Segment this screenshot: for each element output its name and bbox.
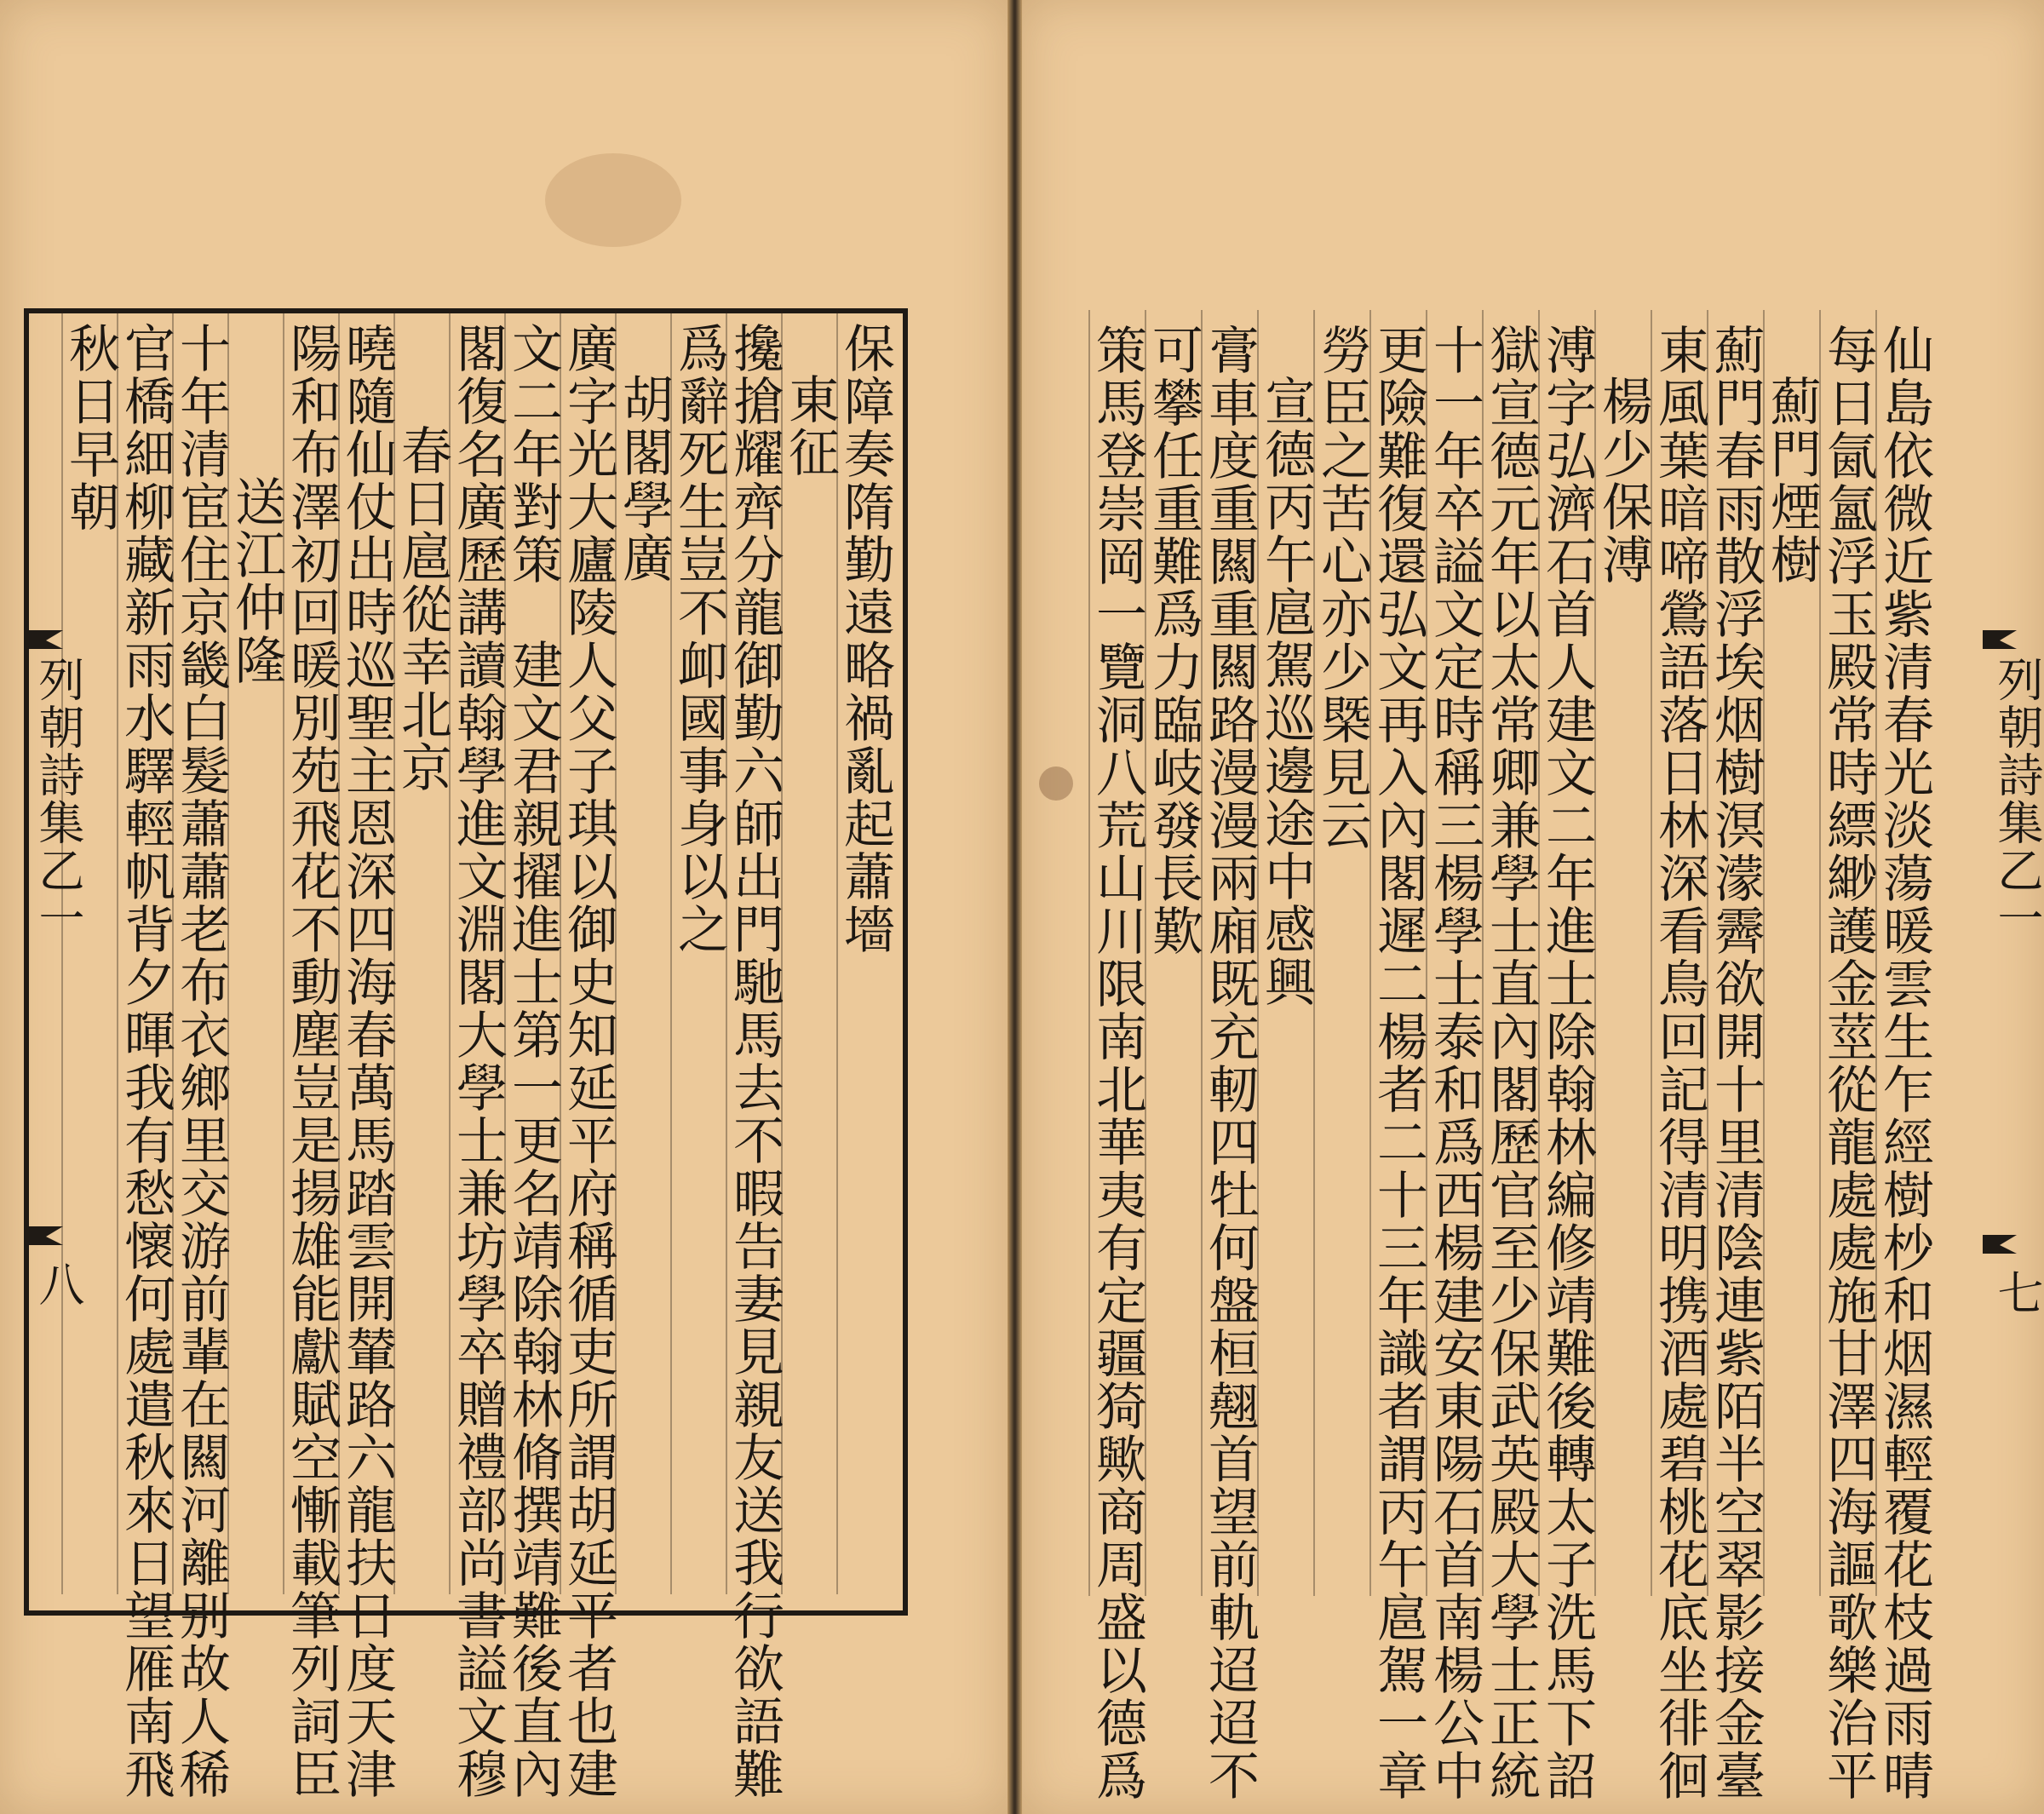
text-column: 爲辭死生豈不卹國事身以之 <box>669 322 729 956</box>
right-page <box>1022 0 2044 1814</box>
text-column: 薊門春雨散浮埃烟樹溟濛霽欲開十里清陰連紫陌半空翠影接金臺 <box>1706 324 1766 1802</box>
text-column: 送江仲隆 <box>227 475 286 686</box>
text-column: 廣字光大廬陵人父子琪以御史知延平府稱循吏所謂胡延平者也建 <box>559 322 618 1800</box>
text-column: 東風葉暗啼鶯語落日林深看鳥回記得清明携酒處碧桃花底坐徘徊 <box>1650 324 1709 1802</box>
text-column: 薊門煙樹 <box>1762 375 1822 586</box>
column-rule <box>61 308 63 1594</box>
left-banxin-page-number: 八 <box>32 1260 85 1308</box>
fish-tail-mark-icon <box>1983 1235 2017 1254</box>
text-column: 可攀任重難爲力臨岐發長歎 <box>1144 324 1203 957</box>
text-column: 官橋細柳藏新雨水驛輕帆背夕暉我有愁懷何處遣秋來日望雁南飛 <box>116 322 175 1800</box>
left-page <box>0 0 1008 1814</box>
text-column: 十一年卒謚文定時稱三楊學士泰和爲西楊建安東陽石首南楊公中 <box>1425 324 1484 1802</box>
text-column: 每日氤氳浮玉殿常時縹緲護金莖從龍處處施甘澤四海謳歌樂治平 <box>1818 324 1878 1802</box>
text-column: 秋日早朝 <box>60 322 120 533</box>
text-column: 更險難復還弘文再入內閣遲二楊者二十三年識者謂丙午扈駕一章 <box>1369 324 1428 1802</box>
right-banxin-page-number: 七 <box>1990 1269 2044 1317</box>
text-column: 保障奏隋勤遠略禍亂起蕭墻 <box>835 322 895 956</box>
book-gutter <box>1008 0 1022 1814</box>
text-column: 楊少保溥 <box>1593 375 1653 586</box>
fish-tail-mark-icon <box>1983 630 2017 649</box>
text-column: 膏車度重闗重闗路漫漫兩廂既充軔四牡何盤桓翹首望前軌迢迢不 <box>1200 324 1260 1802</box>
text-column: 溥字弘濟石首人建文二年進士除翰林編修靖難後轉太子洗馬下詔 <box>1537 324 1597 1802</box>
text-column: 陽和布澤初回暖別苑飛花不動塵豈是揚雄能獻賦空慚載筆列詞臣 <box>282 322 342 1800</box>
text-column: 閣復名廣歷講讀翰學進文淵閣大學士兼坊學卒贈禮部尚書謚文穆 <box>448 322 508 1800</box>
text-column: 獄宣德元年以太常卿兼學士直內閣歷官至少保武英殿大學士正統 <box>1481 324 1541 1802</box>
text-column: 勞臣之苦心亦少槩見云 <box>1312 324 1372 852</box>
text-column: 東征 <box>780 373 840 479</box>
text-column: 仙島依微近紫清春光淡蕩暖雲生乍經樹杪和烟濕輕覆花枝過雨晴 <box>1875 324 1934 1802</box>
text-column: 策馬登崇岡一覽洞八荒山川限南北華夷有定疆猗歟商周盛以德爲 <box>1088 324 1147 1802</box>
paper-stain <box>1039 766 1073 801</box>
paper-stain <box>545 153 681 247</box>
left-banxin-title: 列朝詩集乙一 <box>32 656 85 942</box>
fish-tail-mark-icon <box>29 630 63 649</box>
text-column: 十年清宦住京畿白髮蕭蕭老布衣鄉里交游前輩在闗河離别故人稀 <box>171 322 231 1800</box>
text-column: 文二年對策 建文君親擢進士第一更名靖除翰林脩撰靖難後直內 <box>503 322 563 1800</box>
column-rule <box>1088 310 1090 1596</box>
text-column: 胡閣學廣 <box>614 373 674 584</box>
column-rule <box>836 308 838 1594</box>
text-column: 曉隨仙仗出時巡聖主恩深四海春萬馬踏雲開輦路六龍扶日度天津 <box>337 322 397 1800</box>
text-column: 春日扈從幸北京 <box>393 424 452 794</box>
text-column: 攙搶耀齊分龍御勤六師出門馳馬去不暇告妻見親友送我行欲語難 <box>725 322 784 1800</box>
text-column: 宣德丙午扈駕巡邊途中感興 <box>1256 375 1316 1008</box>
fish-tail-mark-icon <box>29 1226 63 1245</box>
right-banxin-title: 列朝詩集乙一 <box>1990 656 2044 942</box>
